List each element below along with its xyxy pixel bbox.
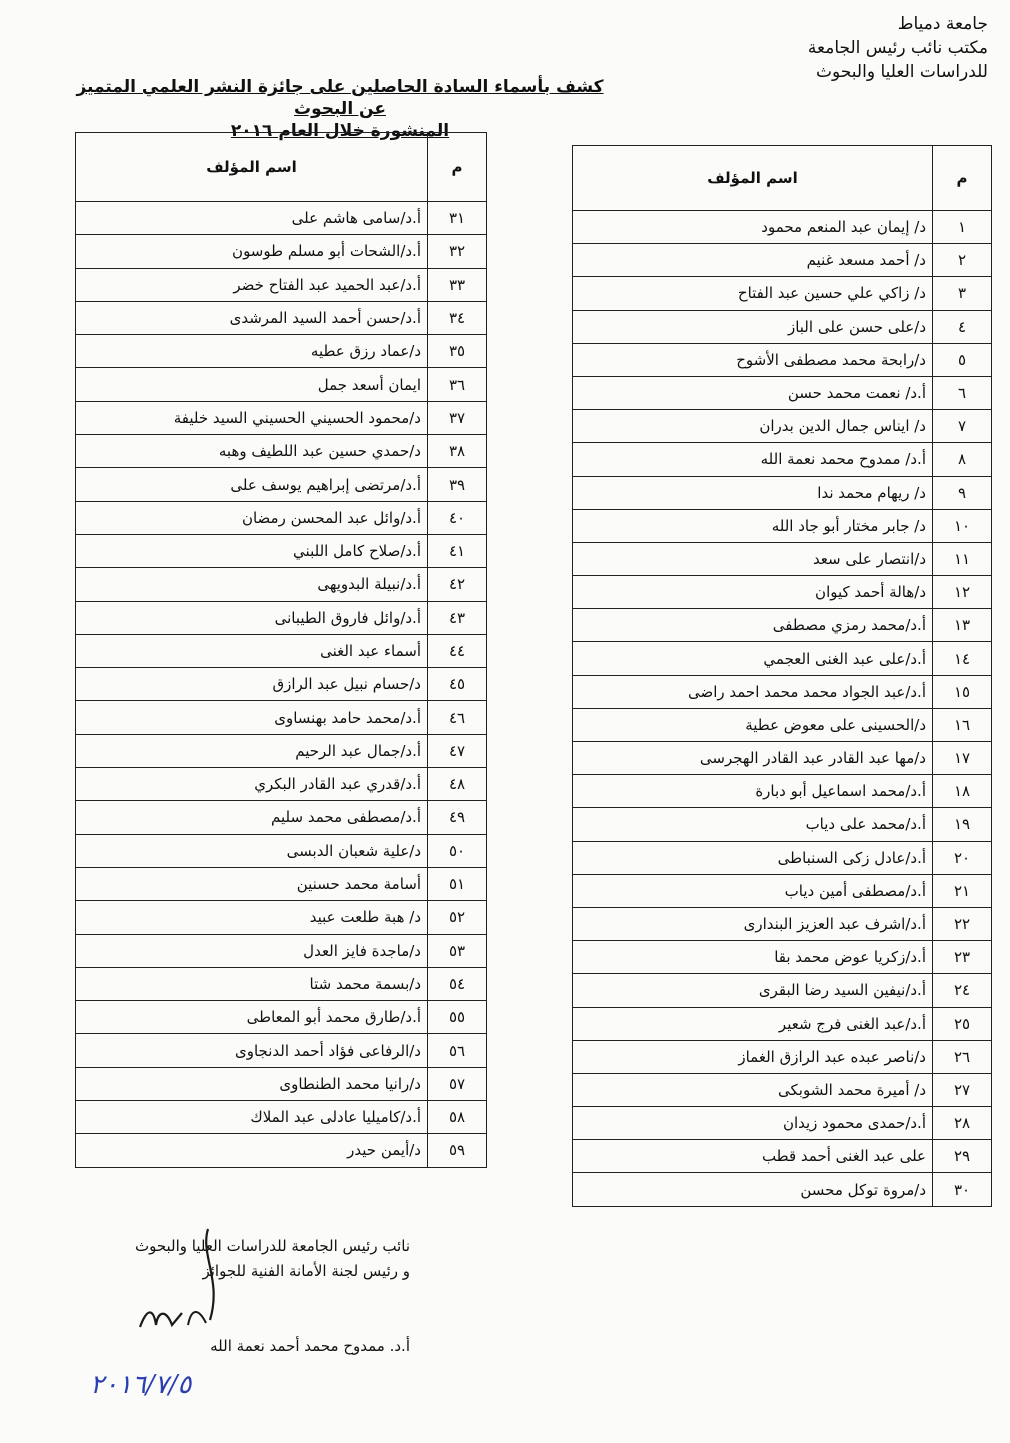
- author-name: د/ جابر مختار أبو جاد الله: [573, 509, 933, 542]
- author-name: د/ماجدة فايز العدل: [76, 934, 428, 967]
- author-name: د/مها عبد القادر عبد القادر الهجرسى: [573, 742, 933, 775]
- author-name: أ.د/زكريا عوض محمد بقا: [573, 941, 933, 974]
- table-header-row: [76, 133, 487, 202]
- row-number: ١٣: [933, 609, 992, 642]
- table-row: [76, 501, 487, 534]
- table-row: [573, 443, 992, 476]
- table-row: [76, 967, 487, 1000]
- table-row: [573, 1173, 992, 1206]
- table-row: [573, 310, 992, 343]
- table-row: [76, 834, 487, 867]
- author-name: د/ هبة طلعت عبيد: [76, 901, 428, 934]
- row-number: ٣٨: [428, 435, 487, 468]
- table-row: [76, 901, 487, 934]
- table-row: [573, 211, 992, 244]
- authors-table-right: [572, 145, 992, 1207]
- row-number: ٢٦: [933, 1040, 992, 1073]
- table-row: [76, 401, 487, 434]
- table-row: [573, 1040, 992, 1073]
- table-row: [76, 335, 487, 368]
- table-row: [573, 642, 992, 675]
- row-number: ٣٣: [428, 268, 487, 301]
- author-name: د/عماد رزق عطيه: [76, 335, 428, 368]
- table-row: [573, 343, 992, 376]
- author-name: أ.د/وائل عبد المحسن رمضان: [76, 501, 428, 534]
- authors-table-right-body: [573, 211, 992, 1207]
- author-name: أ.د/نيفين السيد رضا البقرى: [573, 974, 933, 1007]
- table-row: [573, 244, 992, 277]
- row-number: ١٦: [933, 708, 992, 741]
- author-name: د/حمدي حسين عبد اللطيف وهبه: [76, 435, 428, 468]
- table-row: [573, 708, 992, 741]
- table-row: [573, 1007, 992, 1040]
- table-row: [76, 268, 487, 301]
- table-row: [76, 1067, 487, 1100]
- author-name: أ.د/طارق محمد أبو المعاطى: [76, 1001, 428, 1034]
- column-header-number: م: [933, 146, 992, 211]
- row-number: ١: [933, 211, 992, 244]
- author-name: د/ ايناس جمال الدين بدران: [573, 410, 933, 443]
- author-name: د/ إيمان عبد المنعم محمود: [573, 211, 933, 244]
- row-number: ٤٧: [428, 734, 487, 767]
- table-row: [573, 808, 992, 841]
- row-number: ٥١: [428, 867, 487, 900]
- author-name: ايمان أسعد جمل: [76, 368, 428, 401]
- author-name: د/ أميرة محمد الشوبكى: [573, 1073, 933, 1106]
- row-number: ٤: [933, 310, 992, 343]
- authors-table-left-body: [76, 202, 487, 1168]
- author-name: د/الحسينى على معوض عطية: [573, 708, 933, 741]
- row-number: ٢٥: [933, 1007, 992, 1040]
- author-name: د/ زاكي علي حسين عبد الفتاح: [573, 277, 933, 310]
- table-header-row: [573, 146, 992, 211]
- author-name: د/على حسن على الباز: [573, 310, 933, 343]
- row-number: ٣٠: [933, 1173, 992, 1206]
- author-name: أسامة محمد حسنين: [76, 867, 428, 900]
- row-number: ٥٧: [428, 1067, 487, 1100]
- table-row: [573, 742, 992, 775]
- row-number: ١٥: [933, 675, 992, 708]
- row-number: ٣٧: [428, 401, 487, 434]
- row-number: ٢٠: [933, 841, 992, 874]
- author-name: أ.د/الشحات أبو مسلم طوسون: [76, 235, 428, 268]
- row-number: ٥٢: [428, 901, 487, 934]
- row-number: ٢: [933, 244, 992, 277]
- table-row: [573, 675, 992, 708]
- title-line-2: المنشورة خلال العام ٢٠١٦: [230, 121, 450, 141]
- author-name: د/الرفاعى فؤاد أحمد الدنجاوى: [76, 1034, 428, 1067]
- author-name: أ.د/على عبد الغنى العجمي: [573, 642, 933, 675]
- table-row: [76, 801, 487, 834]
- table-row: [76, 1134, 487, 1167]
- author-name: د/هالة أحمد كيوان: [573, 576, 933, 609]
- row-number: ٢٨: [933, 1107, 992, 1140]
- signatory-title: نائب رئيس الجامعة للدراسات العليا والبحوث: [134, 1237, 410, 1255]
- table-row: [76, 1001, 487, 1034]
- table-row: [76, 435, 487, 468]
- table-row: [76, 934, 487, 967]
- signatory-committee: و رئيس لجنة الأمانة الفنية للجوائز: [202, 1262, 410, 1280]
- author-name: د/أيمن حيدر: [76, 1134, 428, 1167]
- row-number: ٥٩: [428, 1134, 487, 1167]
- author-name: أ.د/محمد حامد بهنساوى: [76, 701, 428, 734]
- university-name: جامعة دمياط: [897, 14, 988, 34]
- row-number: ٤٦: [428, 701, 487, 734]
- table-row: [76, 235, 487, 268]
- table-row: [573, 874, 992, 907]
- author-name: أ.د/عبد الغنى فرج شعير: [573, 1007, 933, 1040]
- author-name: د/ناصر عبده عبد الرازق الغماز: [573, 1040, 933, 1073]
- row-number: ٣٢: [428, 235, 487, 268]
- row-number: ٥٣: [428, 934, 487, 967]
- table-row: [76, 301, 487, 334]
- row-number: ٥٨: [428, 1101, 487, 1134]
- row-number: ١٠: [933, 509, 992, 542]
- table-row: [573, 376, 992, 409]
- row-number: ١٩: [933, 808, 992, 841]
- author-name: د/ ريهام محمد ندا: [573, 476, 933, 509]
- row-number: ٢٢: [933, 907, 992, 940]
- row-number: ٤٩: [428, 801, 487, 834]
- row-number: ٦: [933, 376, 992, 409]
- table-row: [573, 576, 992, 609]
- author-name: د/علية شعبان الدبسى: [76, 834, 428, 867]
- authors-table-left: [75, 132, 487, 1168]
- row-number: ٩: [933, 476, 992, 509]
- table-row: [573, 841, 992, 874]
- author-name: أ.د/محمد اسماعيل أبو دبارة: [573, 775, 933, 808]
- table-row: [573, 609, 992, 642]
- row-number: ٢٤: [933, 974, 992, 1007]
- table-row: [573, 941, 992, 974]
- row-number: ٣٥: [428, 335, 487, 368]
- row-number: ٢١: [933, 874, 992, 907]
- author-name: أ.د/صلاح كامل اللبني: [76, 534, 428, 567]
- author-name: أ.د/مرتضى إبراهيم يوسف على: [76, 468, 428, 501]
- row-number: ١١: [933, 542, 992, 575]
- row-number: ٣٩: [428, 468, 487, 501]
- row-number: ٣٤: [428, 301, 487, 334]
- author-name: د/رانيا محمد الطنطاوى: [76, 1067, 428, 1100]
- handwritten-date: ٢٠١٦/٧/٥: [90, 1370, 192, 1400]
- author-name: أ.د/محمد رمزي مصطفى: [573, 609, 933, 642]
- table-row: [573, 907, 992, 940]
- author-name: د/مروة توكل محسن: [573, 1173, 933, 1206]
- table-row: [573, 974, 992, 1007]
- table-row: [573, 1140, 992, 1173]
- table-row: [573, 410, 992, 443]
- column-header-number: م: [428, 133, 487, 202]
- table-row: [76, 568, 487, 601]
- row-number: ٥٤: [428, 967, 487, 1000]
- table-row: [573, 277, 992, 310]
- author-name: د/انتصار على سعد: [573, 542, 933, 575]
- row-number: ١٤: [933, 642, 992, 675]
- author-name: أ.د/ نعمت محمد حسن: [573, 376, 933, 409]
- author-name: أسماء عبد الغنى: [76, 634, 428, 667]
- row-number: ٥٠: [428, 834, 487, 867]
- row-number: ٤٠: [428, 501, 487, 534]
- row-number: ٧: [933, 410, 992, 443]
- table-row: [76, 534, 487, 567]
- column-header-name: اسم المؤلف: [573, 146, 933, 211]
- row-number: ١٨: [933, 775, 992, 808]
- author-name: أ.د/محمد على دياب: [573, 808, 933, 841]
- author-name: أ.د/نبيلة البدويهى: [76, 568, 428, 601]
- row-number: ٥٥: [428, 1001, 487, 1034]
- author-name: أ.د/عادل زكى السنباطى: [573, 841, 933, 874]
- office-name: مكتب نائب رئيس الجامعة: [807, 38, 988, 58]
- table-row: [76, 634, 487, 667]
- table-row: [76, 468, 487, 501]
- row-number: ٤٥: [428, 668, 487, 701]
- row-number: ٤٤: [428, 634, 487, 667]
- table-row: [76, 867, 487, 900]
- table-row: [573, 1073, 992, 1106]
- table-row: [573, 775, 992, 808]
- row-number: ٣١: [428, 202, 487, 235]
- table-row: [76, 1034, 487, 1067]
- table-row: [76, 368, 487, 401]
- column-header-name: اسم المؤلف: [76, 133, 428, 202]
- author-name: د/محمود الحسيني الحسيني السيد خليفة: [76, 401, 428, 434]
- table-row: [76, 734, 487, 767]
- author-name: د/رابحة محمد مصطفى الأشوح: [573, 343, 933, 376]
- table-row: [76, 668, 487, 701]
- author-name: أ.د/حمدى محمود زيدان: [573, 1107, 933, 1140]
- table-row: [76, 1101, 487, 1134]
- row-number: ١٢: [933, 576, 992, 609]
- author-name: أ.د/مصطفى أمين دياب: [573, 874, 933, 907]
- table-row: [573, 476, 992, 509]
- row-number: ٢٧: [933, 1073, 992, 1106]
- row-number: ٢٣: [933, 941, 992, 974]
- row-number: ٤٨: [428, 768, 487, 801]
- table-row: [573, 509, 992, 542]
- row-number: ٨: [933, 443, 992, 476]
- author-name: أ.د/اشرف عبد العزيز البندارى: [573, 907, 933, 940]
- author-name: د/ أحمد مسعد غنيم: [573, 244, 933, 277]
- office-department: للدراسات العليا والبحوث: [816, 62, 988, 82]
- letterhead: [728, 12, 988, 84]
- author-name: أ.د/قدري عبد القادر البكري: [76, 768, 428, 801]
- author-name: أ.د/عبد الحميد عبد الفتاح خضر: [76, 268, 428, 301]
- author-name: أ.د/عبد الجواد محمد محمد احمد راضى: [573, 675, 933, 708]
- signatory-name: أ.د. ممدوح محمد أحمد نعمة الله: [210, 1337, 410, 1355]
- author-name: أ.د/حسن أحمد السيد المرشدى: [76, 301, 428, 334]
- table-row: [573, 1107, 992, 1140]
- author-name: أ.د/مصطفى محمد سليم: [76, 801, 428, 834]
- table-row: [76, 202, 487, 235]
- author-name: أ.د/وائل فاروق الطيبانى: [76, 601, 428, 634]
- row-number: ٤١: [428, 534, 487, 567]
- table-row: [76, 701, 487, 734]
- row-number: ٥٦: [428, 1034, 487, 1067]
- author-name: أ.د/ ممدوح محمد نعمة الله: [573, 443, 933, 476]
- row-number: ٤٢: [428, 568, 487, 601]
- row-number: ٥: [933, 343, 992, 376]
- author-name: على عبد الغنى أحمد قطب: [573, 1140, 933, 1173]
- row-number: ٤٣: [428, 601, 487, 634]
- row-number: ١٧: [933, 742, 992, 775]
- handwritten-signature: [130, 1225, 250, 1345]
- row-number: ٣: [933, 277, 992, 310]
- table-row: [573, 542, 992, 575]
- table-row: [76, 601, 487, 634]
- author-name: أ.د/سامى هاشم على: [76, 202, 428, 235]
- row-number: ٢٩: [933, 1140, 992, 1173]
- title-line-1: كشف بأسماء السادة الحاصلين على جائزة النشر العلمي المتميز عن البحوث: [76, 77, 604, 119]
- author-name: د/بسمة محمد شتا: [76, 967, 428, 1000]
- author-name: أ.د/جمال عبد الرحيم: [76, 734, 428, 767]
- author-name: أ.د/كاميليا عادلى عبد الملاك: [76, 1101, 428, 1134]
- row-number: ٣٦: [428, 368, 487, 401]
- author-name: د/حسام نبيل عبد الرازق: [76, 668, 428, 701]
- table-row: [76, 768, 487, 801]
